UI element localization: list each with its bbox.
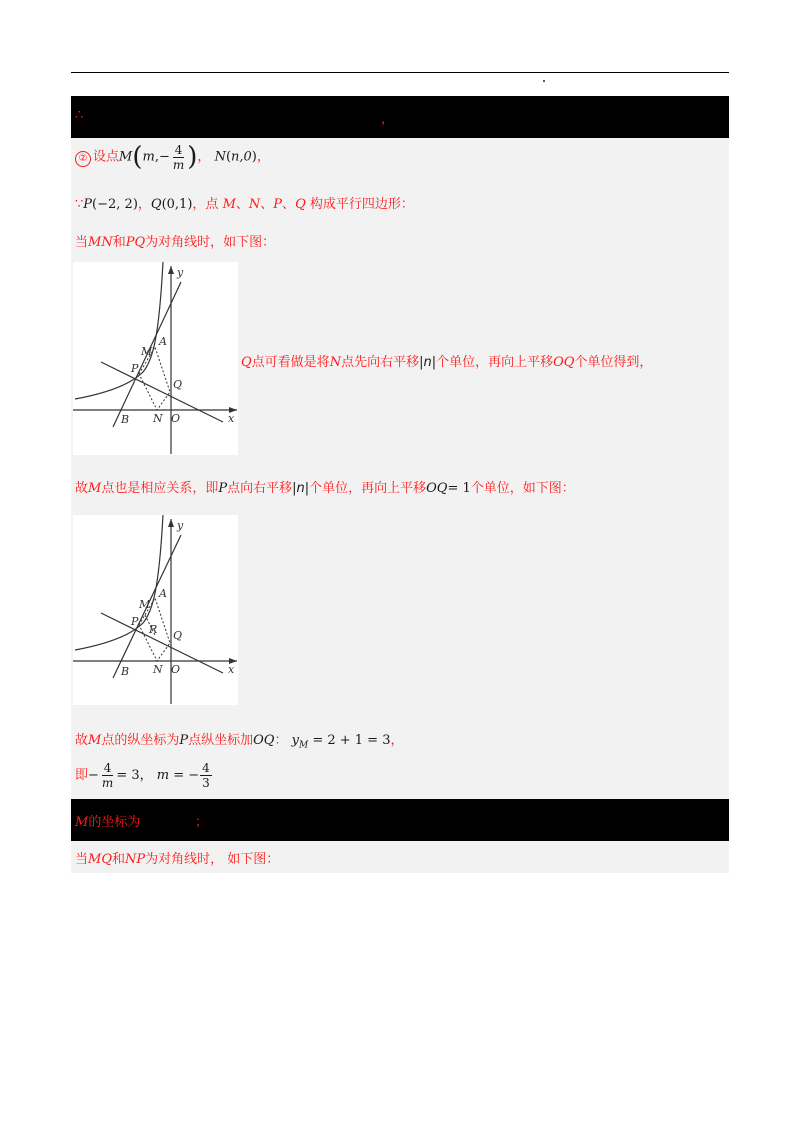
fig2-label-b: B xyxy=(121,665,130,678)
circled-number: ② xyxy=(75,151,91,167)
step-line-solve-m: 即− $\frac{4}{m}$ = 3， m = − $\frac{4}{3}$ xyxy=(75,761,210,790)
fig2-label-m: M xyxy=(139,598,151,611)
fig1-label-p: P xyxy=(131,362,139,375)
therefore-symbol: ∴ xyxy=(75,108,84,123)
step-line-set-points: ② 设点M(m,− $\frac{4}{m}$ )， N(n,0)， xyxy=(75,142,270,172)
bar1-comma: ， xyxy=(381,112,395,127)
fig2-label-q: Q xyxy=(173,629,183,642)
fraction-4-over-m-2: $\frac{4}{m}$ xyxy=(101,761,114,790)
fig1-label-y: y xyxy=(177,266,184,279)
fig1-label-o: O xyxy=(171,412,181,425)
fig2-label-r: R xyxy=(149,623,158,636)
fig1-label-x: x xyxy=(228,412,235,425)
fig2-label-o: O xyxy=(171,663,181,676)
figure-1-graph xyxy=(73,262,238,455)
step-line-m-translation: 故M点也是相应关系，即P点向右平移|n|个单位，再向上平移OQ= 1个单位，如下图： xyxy=(75,481,575,496)
fig1-label-b: B xyxy=(121,413,130,426)
header-dot xyxy=(543,80,545,82)
step-line-case-mq-np: 当MQ和NP为对角线时， 如下图： xyxy=(75,852,280,867)
figure-1-caption: Q点可看做是将N点先向右平移|n|个单位，再向上平移OQ个单位得到， xyxy=(241,355,653,370)
fraction-4-over-m: $\frac{4}{m}$ xyxy=(172,142,185,172)
fig2-label-y: y xyxy=(177,519,184,532)
step-line-m-ordinate: 故M点的纵坐标为P点纵坐标加OQ： $y_M = 2 + 1 = 3$， xyxy=(75,733,404,751)
fig1-label-n: N xyxy=(153,412,163,425)
figure-2-graph xyxy=(73,515,238,705)
fraction-4-over-3: $\frac{4}{3}$ xyxy=(202,761,210,790)
header-rule xyxy=(71,72,729,73)
bar2-colon: ； xyxy=(195,815,209,830)
step-line-case-mn-pq: 当MN和PQ为对角线时，如下图： xyxy=(75,235,276,250)
fig2-label-a: A xyxy=(159,587,167,600)
fig2-label-x: x xyxy=(228,663,235,676)
fig2-label-n: N xyxy=(153,663,163,676)
step-line-given-points: ∵P(−2, 2)，Q(0,1)，点 M、N、P、Q 构成平行四边形： xyxy=(75,197,414,212)
redacted-bar-1 xyxy=(71,96,729,138)
fig1-label-m: M xyxy=(141,345,153,358)
redacted-bar-2 xyxy=(71,799,729,841)
fig2-label-p: P xyxy=(131,615,139,628)
fig1-label-q: Q xyxy=(173,378,183,391)
fig1-label-a: A xyxy=(159,335,167,348)
bar2-text: M的坐标为 xyxy=(75,815,141,830)
